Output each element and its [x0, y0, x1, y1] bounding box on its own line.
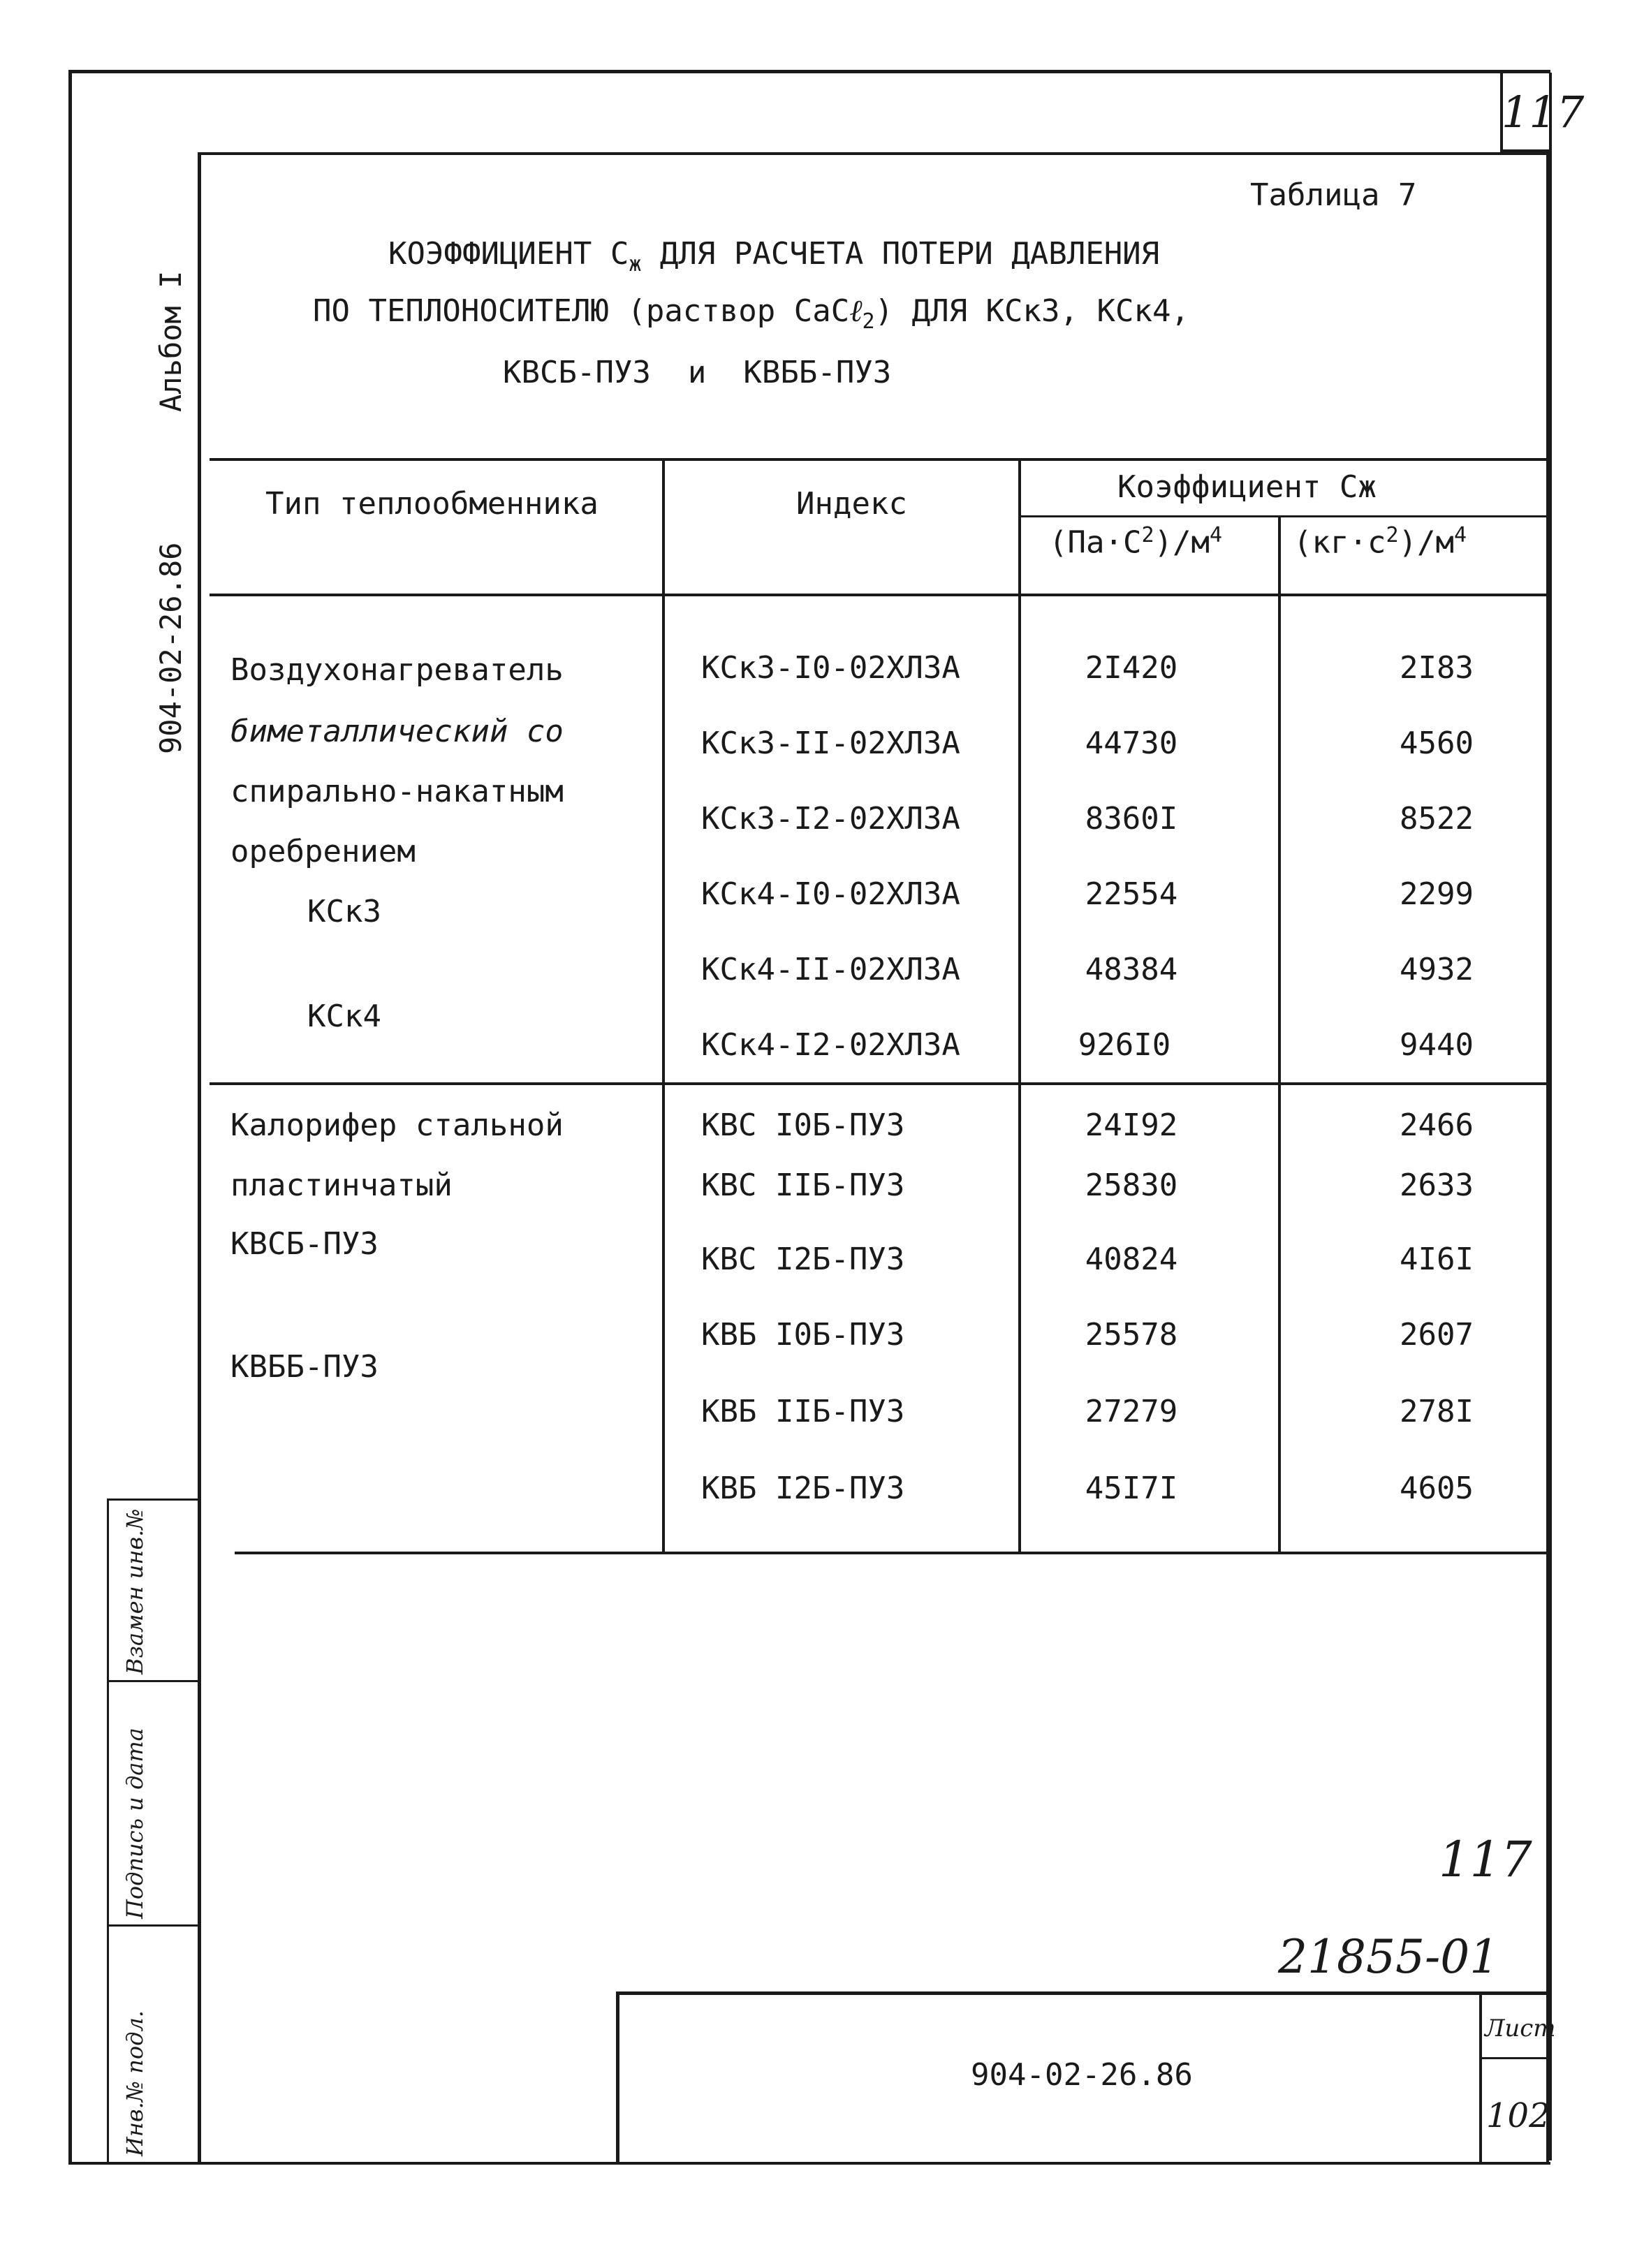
- table-units-rule: [1018, 515, 1546, 517]
- title-line-1-post: ДЛЯ РАСЧЕТА ПОТЕРИ ДАВЛЕНИЯ: [641, 236, 1160, 272]
- header-type: Тип теплообменника: [265, 486, 599, 522]
- row-7-index: КВС I0Б-ПУЗ: [701, 1107, 905, 1143]
- title-line-1-pre: КОЭФФИЦИЕНТ С: [388, 236, 629, 272]
- outer-frame-bottom: [70, 2162, 1550, 2165]
- row-4-index: КСк4-I0-02ХЛЗА: [701, 876, 960, 912]
- row-5-kg: 4932: [1400, 952, 1474, 987]
- title-line-3: КВСБ-ПУЗ и КВББ-ПУЗ: [503, 355, 892, 390]
- handwritten-mark-registration: 21855-01: [1278, 1930, 1499, 1984]
- row-7-kg: 2466: [1400, 1107, 1474, 1143]
- table-col-line-2: [1018, 461, 1021, 1552]
- handwritten-mark-117: 117: [1439, 1831, 1532, 1888]
- row-9-index: КВС I2Б-ПУЗ: [701, 1242, 905, 1277]
- row-11-kg: 278I: [1400, 1394, 1474, 1429]
- unit-pa-sup2: 4: [1210, 523, 1223, 547]
- table-col-line-3: [1278, 517, 1281, 1552]
- header-index: Индекс: [796, 486, 907, 522]
- table-col-line-1: [662, 461, 665, 1552]
- stamp-box-left: [107, 1500, 109, 2165]
- inner-frame-right: [1546, 152, 1549, 2162]
- table-top-rule: [210, 458, 1546, 461]
- row-10-kg: 2607: [1400, 1317, 1474, 1353]
- row-2-index: КСк3-II-02ХЛЗА: [701, 726, 960, 761]
- table-header-bottom-rule: [210, 594, 1546, 596]
- row-4-pa: 22554: [1085, 876, 1178, 912]
- inner-frame-left: [198, 152, 201, 2165]
- row-2-pa: 44730: [1085, 726, 1178, 761]
- stamp-inv-label: Инв.№ подл.: [122, 2010, 148, 2156]
- row-10-index: КВБ I0Б-ПУЗ: [701, 1317, 905, 1353]
- title-line-1-sub: ж: [629, 251, 642, 277]
- row-5-index: КСк4-II-02ХЛЗА: [701, 952, 960, 987]
- title-line-2: [313, 293, 1189, 334]
- group1-type-kck3: КСк3: [307, 894, 381, 929]
- title-block-sheet-divider: [1479, 1994, 1482, 2162]
- title-line-2-pre: ПО ТЕПЛОНОСИТЕЛЮ (раствор CaC: [313, 293, 850, 329]
- outer-frame-left: [68, 70, 72, 2165]
- row-12-index: КВБ I2Б-ПУЗ: [701, 1471, 905, 1506]
- row-1-kg: 2I83: [1400, 650, 1474, 686]
- row-1-index: КСк3-I0-02ХЛЗА: [701, 650, 960, 686]
- group1-type-line-1: Воздухонагреватель: [230, 652, 564, 688]
- album-label: Альбом I: [154, 270, 188, 412]
- group1-type-line-2: биметаллический со: [230, 714, 564, 749]
- row-10-pa: 25578: [1085, 1317, 1178, 1353]
- table-group-rule: [210, 1082, 1546, 1085]
- row-9-pa: 40824: [1085, 1242, 1178, 1277]
- group2-type-line-2: пластинчатый: [230, 1168, 453, 1203]
- group2-type-kvsb: КВСБ-ПУЗ: [230, 1226, 379, 1262]
- title-block-sheet-rule: [1481, 2057, 1548, 2059]
- row-8-kg: 2633: [1400, 1168, 1474, 1203]
- unit-pa-mid: )/м: [1154, 524, 1210, 561]
- row-12-pa: 45I7I: [1085, 1471, 1178, 1506]
- group2-type-line-1: Калорифер стальной: [230, 1107, 564, 1143]
- side-doc-code: 904-02-26.86: [154, 542, 188, 754]
- header-unit-pa: [1049, 525, 1222, 559]
- row-11-pa: 27279: [1085, 1394, 1178, 1429]
- row-1-pa: 2I420: [1085, 650, 1178, 686]
- group2-type-kvbb: КВББ-ПУЗ: [230, 1349, 379, 1385]
- title-line-2-post: ) ДЛЯ КСк3, КСк4,: [874, 293, 1189, 329]
- title-block-left: [616, 1991, 619, 2163]
- row-6-pa: 926I0: [1078, 1027, 1171, 1063]
- stamp-sign-date-label: Подпись и дата: [122, 1728, 148, 1919]
- table-bottom-rule: [235, 1552, 1546, 1554]
- group1-type-kck4: КСк4: [307, 999, 381, 1034]
- header-coef: Коэффициент Сж: [1117, 469, 1377, 505]
- row-3-index: КСк3-I2-02ХЛЗА: [701, 801, 960, 837]
- row-6-kg: 9440: [1400, 1027, 1474, 1063]
- header-unit-kg: [1293, 525, 1467, 559]
- row-6-index: КСк4-I2-02ХЛЗА: [701, 1027, 960, 1063]
- row-2-kg: 4560: [1400, 726, 1474, 761]
- row-8-index: КВС IIБ-ПУЗ: [701, 1168, 905, 1203]
- unit-kg-pre: (кг·с: [1293, 524, 1386, 561]
- page-number: 117: [1502, 87, 1585, 138]
- row-12-kg: 4605: [1400, 1471, 1474, 1506]
- row-5-pa: 48384: [1085, 952, 1178, 987]
- row-4-kg: 2299: [1400, 876, 1474, 912]
- unit-pa-pre: (Па·С: [1049, 524, 1142, 561]
- title-block-top: [617, 1991, 1548, 1995]
- stamp-box-divider-2: [107, 1924, 199, 1927]
- stamp-box-divider-1: [107, 1680, 199, 1682]
- inner-frame-top: [200, 152, 1548, 155]
- row-9-kg: 4I6I: [1400, 1242, 1474, 1277]
- unit-kg-sup2: 4: [1454, 523, 1467, 547]
- page-number-box-right: [1549, 73, 1552, 2160]
- row-8-pa: 25830: [1085, 1168, 1178, 1203]
- title-line-2-l: ℓ: [849, 293, 863, 329]
- footer-sheet-number: 102: [1486, 2096, 1550, 2135]
- stamp-box-top: [107, 1498, 199, 1501]
- row-3-kg: 8522: [1400, 801, 1474, 837]
- stamp-replace-label: Взамен инв.№: [122, 1508, 148, 1674]
- group1-type-line-3: спирально-накатным: [230, 774, 564, 809]
- table-label: Таблица 7: [1250, 177, 1417, 213]
- footer-sheet-label: Лист: [1485, 2015, 1556, 2042]
- row-3-pa: 8360I: [1085, 801, 1178, 837]
- title-line-2-sub: 2: [862, 309, 875, 334]
- title-line-1: [388, 236, 1160, 277]
- row-7-pa: 24I92: [1085, 1107, 1178, 1143]
- outer-frame-top: [70, 70, 1550, 73]
- group1-type-line-4: оребрением: [230, 834, 416, 869]
- unit-kg-sup: 2: [1386, 523, 1399, 547]
- unit-pa-sup: 2: [1141, 523, 1154, 547]
- unit-kg-mid: )/м: [1398, 524, 1454, 561]
- row-11-index: КВБ IIБ-ПУЗ: [701, 1394, 905, 1429]
- footer-doc-code: 904-02-26.86: [971, 2057, 1193, 2093]
